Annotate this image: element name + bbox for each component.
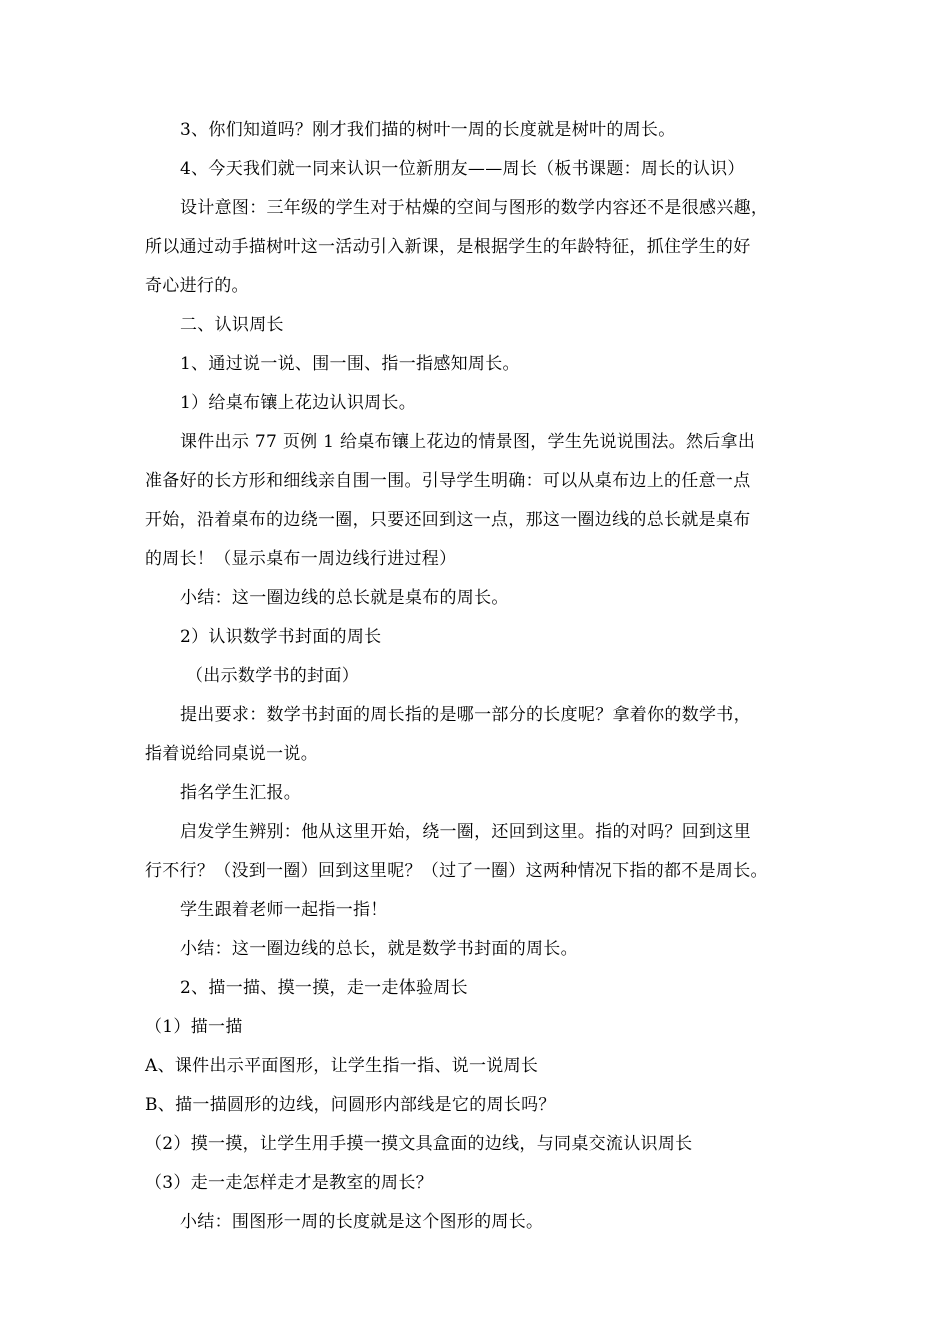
paragraph-trace: （1）描一描 <box>145 1017 243 1037</box>
paragraph-tablecloth-title: 1）给桌布镶上花边认识周长。 <box>180 393 417 413</box>
paragraph-book-cover-title: 2）认识数学书封面的周长 <box>180 627 382 647</box>
paragraph-courseware-example: 课件出示 77 页例 1 给桌布镶上花边的情景图，学生先说说围法。然后拿出 <box>180 432 756 452</box>
paragraph-show-book-cover: （出示数学书的封面） <box>186 666 359 686</box>
paragraph-requirement: 提出要求：数学书封面的周长指的是哪一部分的长度呢？拿着你的数学书， <box>180 705 751 725</box>
paragraph-new-friend-perimeter: 4、今天我们就一同来认识一位新朋友——周长（板书课题：周长的认识） <box>180 159 745 179</box>
paragraph-courseware-cont-2: 开始，沿着桌布的边绕一圈，只要还回到这一点，那这一圈边线的总长就是桌布 <box>145 510 751 530</box>
paragraph-touch: （2）摸一摸，让学生用手摸一摸文具盒面的边线，与同桌交流认识周长 <box>145 1134 693 1154</box>
paragraph-design-intent: 设计意图：三年级的学生对于枯燥的空间与图形的数学内容还不是很感兴趣， <box>180 198 769 218</box>
paragraph-discrimination: 启发学生辨别：他从这里开始，绕一圈，还回到这里。指的对吗？回到这里 <box>180 822 751 842</box>
paragraph-item-b: B、描一描圆形的边线，问圆形内部线是它的周长吗？ <box>145 1095 556 1115</box>
paragraph-courseware-cont-1: 准备好的长方形和细线亲自围一围。引导学生明确：可以从桌布边上的任意一点 <box>145 471 751 491</box>
paragraph-summary-book: 小结：这一圈边线的总长，就是数学书封面的周长。 <box>180 939 578 959</box>
paragraph-leaf-perimeter: 3、你们知道吗？刚才我们描的树叶一周的长度就是树叶的周长。 <box>180 120 676 140</box>
paragraph-step-2: 2、描一描、摸一摸，走一走体验周长 <box>180 978 468 998</box>
paragraph-student-report: 指名学生汇报。 <box>180 783 302 803</box>
paragraph-courseware-cont-3: 的周长！（显示桌布一周边线行进过程） <box>145 549 457 569</box>
paragraph-step-1: 1、通过说一说、围一围、指一指感知周长。 <box>180 354 520 374</box>
paragraph-discrimination-cont: 行不行？（没到一圈）回到这里呢？（过了一圈）这两种情况下指的都不是周长。 <box>145 861 768 881</box>
paragraph-walk: （3）走一走怎样走才是教室的周长？ <box>145 1173 433 1193</box>
section-heading-know-perimeter: 二、认识周长 <box>180 315 284 335</box>
paragraph-item-a: A、课件出示平面图形，让学生指一指、说一说周长 <box>145 1056 539 1076</box>
paragraph-final-summary: 小结：围图形一周的长度就是这个图形的周长。 <box>180 1212 544 1232</box>
paragraph-summary-tablecloth: 小结：这一圈边线的总长就是桌布的周长。 <box>180 588 509 608</box>
paragraph-requirement-cont: 指着说给同桌说一说。 <box>145 744 318 764</box>
paragraph-design-intent-cont-1: 所以通过动手描树叶这一活动引入新课，是根据学生的年龄特征，抓住学生的好 <box>145 237 751 257</box>
paragraph-design-intent-cont-2: 奇心进行的。 <box>145 276 249 296</box>
paragraph-follow-teacher: 学生跟着老师一起指一指！ <box>180 900 388 920</box>
